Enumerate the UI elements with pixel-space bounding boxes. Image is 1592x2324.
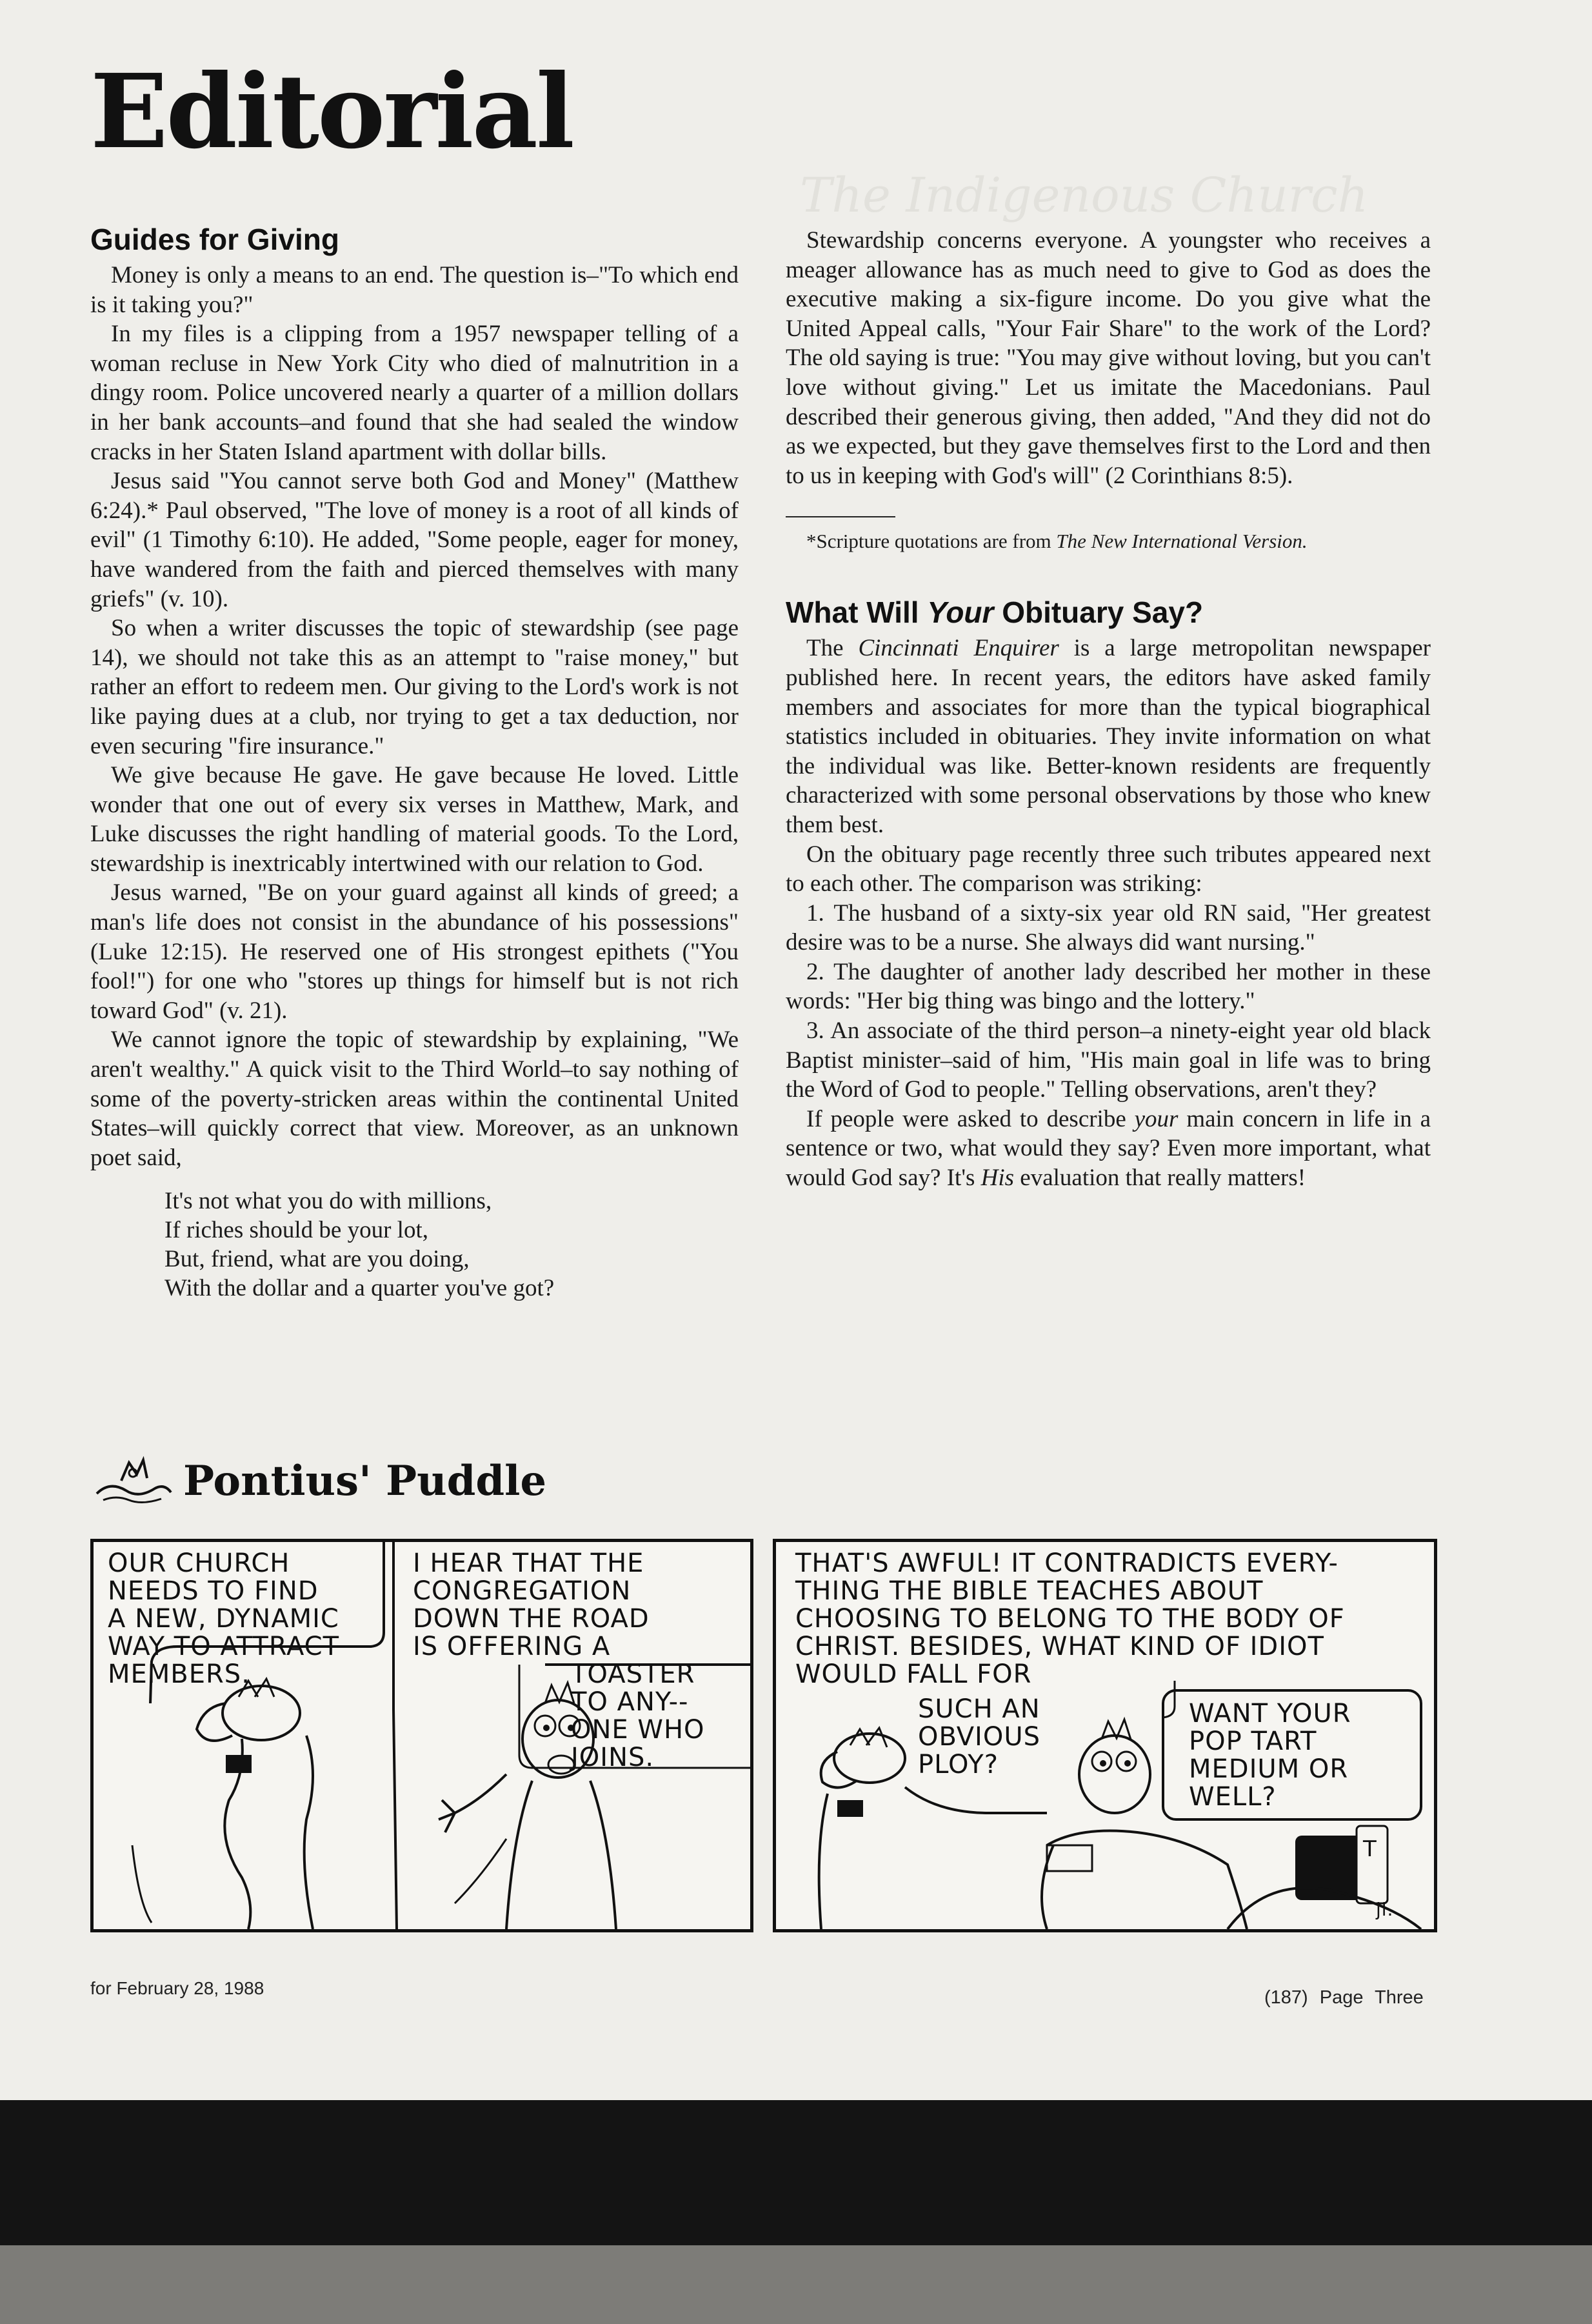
comic-header [90,1455,546,1507]
paragraph: We give because He gave. He gave because He loved. Little wonder that one out of every six verses in Matthew, Mark, and Luke discusses the right handling of material goods. To the Lord, stewardship is inextricably intertwined with our relation to God. [90,762,739,877]
show-through-text: The Indigenous Church [800,168,1369,223]
paragraph [786,634,1431,839]
emphasis: His [980,1165,1015,1192]
newspaper-name: Cincinnati Enquirer [858,635,1059,662]
footnote-version-title: The New International Version. [1056,530,1308,553]
speech-bubble-1: OUR CHURCH NEEDS TO FIND A NEW, DYNAMIC WAY TO ATTRACT MEMBERS. [108,1548,340,1689]
text-run: The [806,635,859,662]
heading-emphasis: Your [927,596,994,630]
comic-panel-3 [773,1539,1437,1932]
paragraph: 2. The daughter of another lady described her mother in these words: "Her big thing was bingo and the lottery." [786,958,1431,1015]
speech-bubble-2: I HEAR THAT THE CONGREGATION DOWN THE ROAD IS OFFERING A [413,1548,650,1661]
footnote-text: *Scripture quotations are from [806,530,1057,553]
poem-line: If riches should be your lot, [164,1217,428,1244]
text-run: is a large metropolitan newspaper published here. In recent years, the editors have asked family members and associates for more than the typical biographical statistics included in obituaries. They invite information on what the individual was like. Better-known residents are frequently characterized with some personal observations by those who knew them best. [786,635,1431,838]
paragraph: Money is only a means to an end. The question is–"To which end is it taking you?" [90,262,739,318]
scanner-surface [0,2245,1592,2324]
paragraph: We cannot ignore the topic of stewardship by explaining, "We aren't wealthy." A quick visit to the Third World–to say nothing of some of the poverty-stricken areas within the continental United States–will quickly correct that view. Moreover, as an unknown poet said, [90,1027,739,1171]
emphasis: your [1134,1105,1179,1132]
issue-date: for February 28, 1988 [90,1978,264,1998]
spacer [786,554,1431,594]
page-number: (187) Page Three [1264,1987,1424,2008]
left-column [90,221,739,1303]
paragraph: 3. An associate of the third person–a ninety-eight year old black Baptist minister–said of him, "His main goal in life was to bring the Word of God to people." Telling observations, aren't they? [786,1017,1431,1103]
paragraph: Jesus said "You cannot serve both God and Money" (Matthew 6:24).* Paul observed, "The love of money is a root of all kinds of evil" (1 Timothy 6:10). He added, "Some people, eager for money, have wandered from the faith and pierced themselves with many griefs" (v. 10). [90,468,739,612]
heading-part: What Will [786,596,928,630]
text-run: evaluation that really matters! [1014,1165,1306,1192]
text-run: main concern in life in a sentence or two, what would they say? Even more important, what would God say? It's [786,1105,1431,1192]
speech-bubble-2-continued: TOASTER TO ANY-- ONE WHO JOINS. [571,1659,705,1772]
speech-bubble-3: THAT'S AWFUL! IT CONTRADICTS EVERY- THING THE BIBLE TEACHES ABOUT CHOOSING TO BELONG TO THE BODY OF CHRIST. BESIDES, WHAT KIND OF IDIOT WOULD FALL FOR [795,1548,1345,1689]
footnote [786,529,1431,554]
speech-bubble-4: WANT YOUR POP TART MEDIUM OR WELL? [1189,1699,1351,1812]
section-heading-obituary [786,594,1431,631]
right-column [786,226,1431,1193]
paragraph: 1. The husband of a sixty-six year old RN said, "Her greatest desire was to be a nurse. She always did want nursing." [786,899,1431,956]
paragraph: Jesus warned, "Be on your guard against all kinds of greed; a man's life does not consist in the abundance of his possessions" (Luke 12:15). He reserved one of His strongest epithets ("You fool!") for one who "stores up things for himself but is not rich toward God" (v. 21). [90,879,739,1024]
paragraph: Stewardship concerns everyone. A youngster who receives a meager allowance has as much need to give to God as does the executive making a six-figure income. Do you give what the United Appeal calls, "Your Fair Share" to the work of the Lord? The old saying is true: "You may give without loving, but you can't love without giving." Let us imitate the Macedonians. Paul described their generous giving, then added, "And they did not do as we expected, but they gave themselves first to the Lord and then to us in keeping with God's will" (2 Corinthians 8:5). [786,227,1431,489]
poem-line: With the dollar and a quarter you've got? [164,1275,555,1302]
toaster-label: T [1363,1836,1377,1862]
masthead-title: Editorial [90,52,573,172]
paragraph: On the obituary page recently three such tributes appeared next to each other. The comparison was striking: [786,841,1431,897]
section-heading-giving: Guides for Giving [90,223,339,256]
text-run: If people were asked to describe [806,1105,1135,1132]
speech-bubble-3-continued: SUCH AN OBVIOUS PLOY? [918,1694,1041,1779]
artist-signature: jl. [1376,1899,1394,1920]
paragraph: In my files is a clipping from a 1957 newspaper telling of a woman recluse in New York City who died of malnutrition in a dingy room. Police uncovered nearly a quarter of a million dollars in her bank accounts–and found that she had sealed the window cracks in her Staten Island apartment with dollar bills. [90,321,739,465]
poem [164,1187,739,1303]
paragraph: So when a writer discusses the topic of stewardship (see page 14), we should not take this as an attempt to "raise money," but rather an effort to redeem men. Our giving to the Lord's work is not like paying dues at a club, nor trying to get a tax deduction, nor even securing "fire insurance." [90,615,739,759]
comic-title: Pontius' Puddle [183,1456,547,1505]
poem-line: But, friend, what are you doing, [164,1246,470,1273]
puddle-logo-icon [90,1455,174,1507]
comic-panel-1-2 [90,1539,753,1932]
heading-part: Obituary Say? [993,596,1204,630]
paragraph [786,1105,1431,1193]
footnote-rule [786,516,895,517]
poem-line: It's not what you do with millions, [164,1188,492,1215]
